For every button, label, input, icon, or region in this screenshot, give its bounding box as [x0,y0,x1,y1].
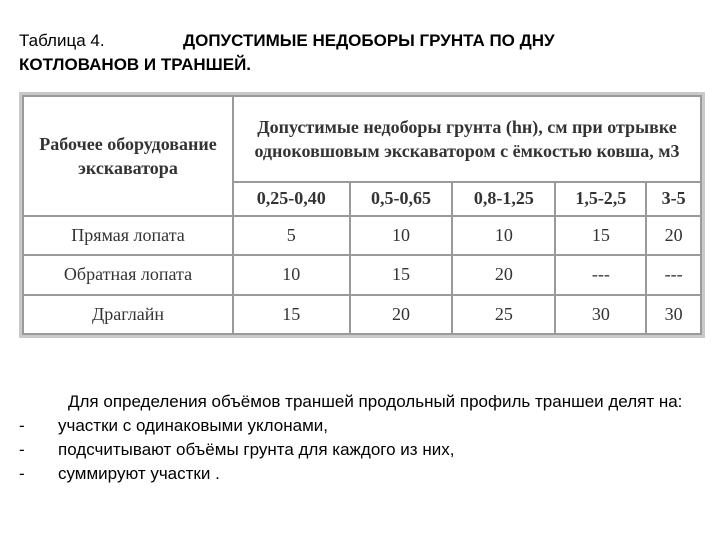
table-row [23,216,701,255]
equipment-header: Рабочее оборудование экскаватора [23,96,233,216]
table-frame [19,92,705,338]
table-title [19,29,709,77]
table-cell: 10 [350,216,453,255]
table-cell: 30 [646,295,701,334]
row-label: Обратная лопата [23,255,233,294]
table-cell: 20 [350,295,453,334]
table-row [23,255,701,294]
range-header: 1,5-2,5 [555,182,646,216]
table-caption-line-2: КОТЛОВАНОВ И ТРАНШЕЙ. [19,55,252,74]
list-item-text: участки с одинаковыми уклонами, [58,416,328,435]
list-item-text: подсчитывают объёмы грунта для каждого из них, [58,440,455,459]
table-cell: 20 [646,216,701,255]
header-row [23,96,701,182]
title-line-1 [19,29,709,53]
table-cell: 30 [555,295,646,334]
table-caption-line-1: ДОПУСТИМЫЕ НЕДОБОРЫ ГРУНТА ПО ДНУ [183,31,555,50]
table-cell: --- [555,255,646,294]
table-cell: 10 [452,216,555,255]
bullet-dash: - [19,416,25,435]
table-cell: 20 [452,255,555,294]
table-cell: 15 [233,295,350,334]
row-label: Драглайн [23,295,233,334]
table-cell: --- [646,255,701,294]
list-item [19,462,714,486]
table-cell: 25 [452,295,555,334]
table-row [23,295,701,334]
row-label: Прямая лопата [23,216,233,255]
range-header: 0,5-0,65 [350,182,453,216]
shortfall-table [22,95,702,335]
shortfall-header: Допустимые недоборы грунта (hн), см при отрывке одноковшовым экскаватором с ёмкостью ковша, м3 [233,96,701,182]
list-item [19,438,714,462]
range-header: 0,25-0,40 [233,182,350,216]
range-header: 3-5 [646,182,701,216]
bullet-dash: - [19,440,25,459]
table-cell: 15 [350,255,453,294]
paragraph-lead: Для определения объёмов траншей продольный профиль траншеи делят на: [68,392,683,411]
table-cell: 5 [233,216,350,255]
table-cell: 15 [555,216,646,255]
list-item [19,414,714,438]
bullet-dash: - [19,464,25,483]
body-paragraph [19,390,714,486]
table-cell: 10 [233,255,350,294]
list-item-text: суммируют участки . [58,464,220,483]
step-list [19,414,714,486]
table-number: Таблица 4. [19,31,105,50]
range-header: 0,8-1,25 [452,182,555,216]
